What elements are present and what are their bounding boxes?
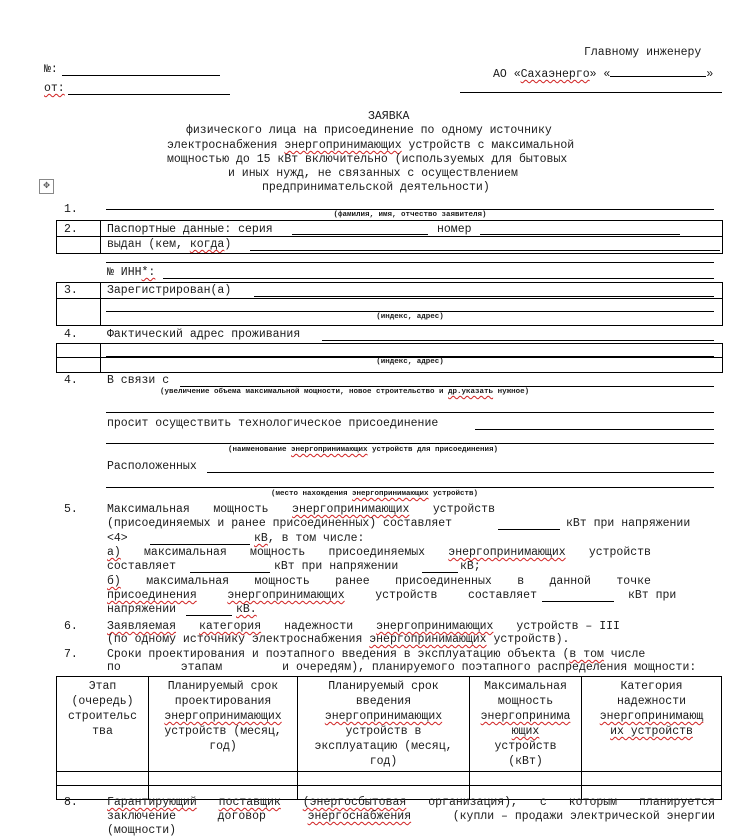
number-label: №: <box>44 63 58 76</box>
department-field[interactable] <box>610 66 706 77</box>
addressee-company-line: АО «Сахаэнерго» « » <box>493 68 714 81</box>
passport-series-field[interactable] <box>292 234 428 235</box>
due-to-label: В связи с <box>107 374 170 387</box>
actual-address-label: Фактический адрес проживания <box>107 328 301 341</box>
table-cell[interactable] <box>582 772 722 786</box>
inn-label: № ИНН*: <box>107 266 156 279</box>
passport-issued-label: выдан (кем, когда) <box>107 238 232 251</box>
applicant-name-field[interactable] <box>106 209 714 210</box>
item-3-number: 3. <box>64 284 78 297</box>
header-design-term: Планируемый срок проектирования энергопринимающих устройств (месяц, год) <box>149 677 298 772</box>
request-caption: (наименование энергопринимающих устройств для присоединения) <box>228 446 499 454</box>
actual-address-caption: (индекс, адрес) <box>376 358 444 366</box>
table-cell[interactable] <box>149 772 298 786</box>
due-to-field[interactable] <box>180 386 714 387</box>
registered-label: Зарегистрирован(а) <box>107 284 232 297</box>
item-5-line-2a: (присоединяемых и ранее присоединенных) составляет <box>107 517 453 530</box>
existing-voltage-field[interactable] <box>186 615 232 616</box>
item-5a-line-2b: кВт при напряжении <box>274 560 399 573</box>
from-field[interactable] <box>68 94 230 95</box>
passport-row-divider <box>56 236 722 237</box>
item-8-number: 8. <box>64 796 78 809</box>
item-5a-line-1: а) максимальная мощность присоединяемых энергопринимающих устройств <box>107 546 651 559</box>
registered-address-field[interactable] <box>254 296 714 297</box>
header-reliability: Категория надежности энергопринимающ их устройств <box>582 677 722 772</box>
actual-address-field[interactable] <box>322 340 714 341</box>
located-field-2[interactable] <box>106 487 714 488</box>
item-6-number: 6. <box>64 620 78 633</box>
item-5b-line-3b: кВ. <box>236 603 257 616</box>
item-4b-number: 4. <box>64 374 78 387</box>
table-cell[interactable] <box>470 772 582 786</box>
header-commissioning-term: Планируемый срок введения энергопринимающих устройств в эксплуатацию (месяц, год) <box>298 677 470 772</box>
addressee-extra-line[interactable] <box>460 92 722 93</box>
addressee-title: Главному инженеру <box>584 46 702 59</box>
table-cell[interactable] <box>298 772 470 786</box>
title-line-6: предпринимательской деятельности) <box>262 181 490 194</box>
registration-divider <box>100 282 101 325</box>
title-line-2: физического лица на присоединение по одному источнику <box>186 124 552 137</box>
header-max-power: Максимальная мощность энергопринима ющих устройств (кВт) <box>470 677 582 772</box>
passport-issued-field[interactable] <box>250 250 720 251</box>
located-caption: (место нахождения энергопринимающих устройств) <box>271 490 479 498</box>
item-5b-line-1: б) максимальная мощность ранее присоединенных в данной точке <box>107 575 651 588</box>
inn-field[interactable] <box>163 278 714 279</box>
actual-address-field-2[interactable] <box>106 356 714 357</box>
item-4a-number: 4. <box>64 328 78 341</box>
request-label: просит осуществить технологическое присоединение <box>107 417 439 430</box>
item-5-footnote: <4> <box>107 532 128 545</box>
title-line-5: и иных нужд, не связанных с осуществлением <box>228 167 518 180</box>
item-5-line-3: кВ, в том числе: <box>254 532 365 545</box>
item-1-number: 1. <box>64 203 78 216</box>
item-5a-line-2c: кВ; <box>460 560 481 573</box>
item-5b-line-2: присоединения энергопринимающих устройств составляет <box>107 589 537 602</box>
due-to-caption: (увеличение объема максимальной мощности, новое строительство и др.указать нужное) <box>160 388 530 396</box>
passport-extra-line[interactable] <box>106 262 714 263</box>
passport-number-field[interactable] <box>480 234 680 235</box>
passport-number-label: номер <box>437 223 472 236</box>
title-line-3: электроснабжения энергопринимающих устройств с максимальной <box>167 139 575 152</box>
document-title: ЗАЯВКА <box>368 110 410 123</box>
new-voltage-field[interactable] <box>422 572 458 573</box>
registration-row-divider <box>56 298 722 299</box>
item-6-line-2: (по одному источнику электроснабжения энергопринимающих устройств). <box>107 633 570 646</box>
request-field[interactable] <box>475 429 714 430</box>
request-field-2[interactable] <box>106 443 714 444</box>
located-label: Расположенных <box>107 460 197 473</box>
table-move-handle-icon[interactable]: ✥ <box>39 179 54 194</box>
item-7-line-2b: очередям), планируемого поэтапного распределения мощности: <box>296 661 697 674</box>
from-label: от: <box>44 82 65 95</box>
item-7-number: 7. <box>64 648 78 661</box>
registered-address-caption: (индекс, адрес) <box>376 313 444 321</box>
item-5b-line-3a: напряжении <box>107 603 177 616</box>
total-power-field[interactable] <box>498 529 560 530</box>
new-power-field[interactable] <box>190 572 270 573</box>
table-cell[interactable] <box>57 772 149 786</box>
item-5-number: 5. <box>64 503 78 516</box>
due-to-field-2[interactable] <box>106 412 714 413</box>
item-5a-line-2a: составляет <box>107 560 177 573</box>
item-8-line-2: заключение договор энергоснабжения (купли – продажи электрической энергии <box>107 810 715 823</box>
item-2-number: 2. <box>64 223 78 236</box>
existing-power-field[interactable] <box>542 601 614 602</box>
stages-header-row <box>57 677 722 772</box>
total-voltage-field[interactable] <box>150 544 250 545</box>
applicant-name-caption: (фамилия, имя, отчество заявителя) <box>333 211 487 219</box>
title-line-4: мощностью до 15 кВт включительно (используемых для бытовых <box>167 153 568 166</box>
item-6-line-1: Заявляемая категория надежности энергопринимающих устройств – III <box>107 620 620 633</box>
located-field[interactable] <box>207 472 714 473</box>
table-row <box>57 772 722 786</box>
registered-address-field-2[interactable] <box>106 311 714 312</box>
item-5b-line-2-end: кВт при <box>628 589 677 602</box>
passport-series-label: Паспортные данные: серия <box>107 223 273 236</box>
item-7-line-2a: по этапам и <box>107 661 289 674</box>
item-5-line-1: Максимальная мощность энергопринимающих устройств <box>107 503 495 516</box>
item-7-line-1: Сроки проектирования и поэтапного введения в эксплуатацию объекта (в том числе <box>107 648 646 661</box>
number-field[interactable] <box>62 75 220 76</box>
header-stage: Этап (очередь) строительс тва <box>57 677 149 772</box>
item-8-line-3: (мощности) <box>107 824 177 837</box>
item-8-line-1: Гарантирующий поставщик (энергосбытовая организация), с которым планируется <box>107 796 715 809</box>
stages-table <box>56 676 722 800</box>
item-5-line-2b: кВт при напряжении <box>566 517 691 530</box>
